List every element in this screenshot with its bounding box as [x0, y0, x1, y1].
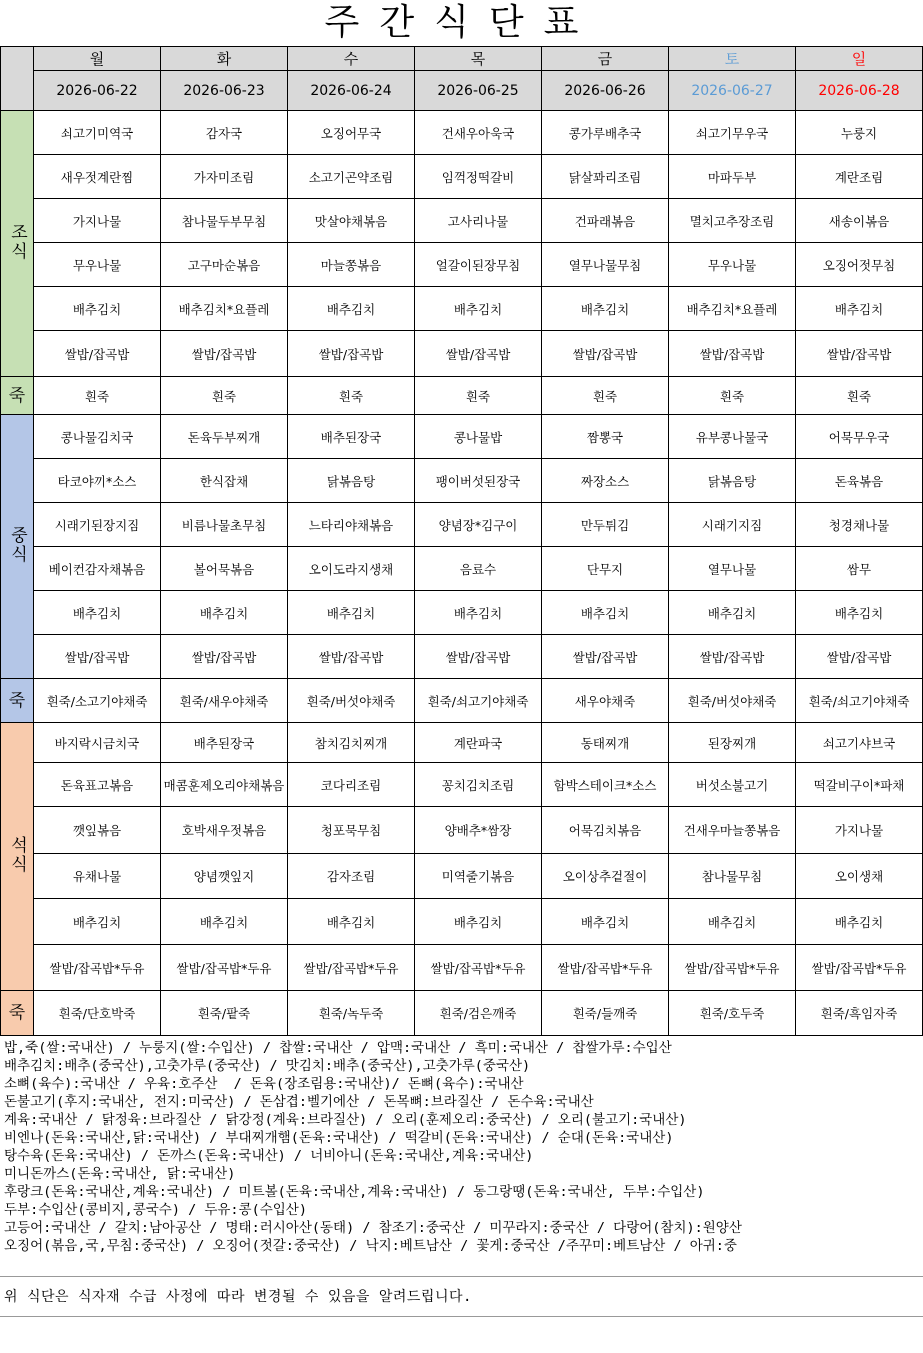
menu-item-cell: 호박새우젓볶음	[161, 807, 288, 854]
menu-row	[1, 635, 923, 679]
menu-item-cell: 시래기된장지짐	[34, 503, 161, 547]
menu-item-cell: 만두튀김	[542, 503, 669, 547]
date-header: 2026-06-23	[161, 71, 288, 111]
date-header: 2026-06-26	[542, 71, 669, 111]
menu-row	[1, 415, 923, 459]
origin-note-line: 오징어(볶음,국,무침:중국산) / 오징어(젓갈:중국산) / 낙지:베트남산 / 꽃게:중국산 /주꾸미:베트남산 / 아귀:중	[4, 1238, 737, 1254]
menu-item-cell: 볼어묵볶음	[161, 547, 288, 591]
day-name-header: 금	[542, 47, 669, 71]
menu-item-cell: 흰죽/소고기야채죽	[34, 679, 161, 723]
menu-item-cell: 참치김치찌개	[288, 723, 415, 763]
menu-item-cell: 동태찌개	[542, 723, 669, 763]
page-title: 주간식단표	[324, 2, 599, 43]
menu-item-cell: 새송이볶음	[796, 199, 923, 243]
menu-row	[1, 331, 923, 377]
menu-item-cell: 팽이버섯된장국	[415, 459, 542, 503]
menu-item-cell: 어묵무우국	[796, 415, 923, 459]
date-header: 2026-06-22	[34, 71, 161, 111]
menu-item-cell: 쌈무	[796, 547, 923, 591]
menu-item-cell: 콩나물김치국	[34, 415, 161, 459]
menu-row	[1, 287, 923, 331]
menu-item-cell: 쌀밥/잡곡밥	[796, 331, 923, 377]
menu-item-cell: 양념깻잎지	[161, 854, 288, 899]
menu-item-cell: 배추된장국	[288, 415, 415, 459]
menu-item-cell: 콩가루배추국	[542, 111, 669, 155]
menu-item-cell: 마늘쫑볶음	[288, 243, 415, 287]
origin-notes	[4, 1039, 919, 1255]
menu-item-cell: 쌀밥/잡곡밥	[669, 331, 796, 377]
day-name-header: 토	[669, 47, 796, 71]
meal-section-label: 조식	[1, 111, 34, 377]
day-name-header: 목	[415, 47, 542, 71]
menu-item-cell: 쌀밥/잡곡밥*두유	[542, 945, 669, 991]
menu-item-cell: 배추김치	[161, 591, 288, 635]
menu-item-cell: 함박스테이크*소스	[542, 763, 669, 807]
menu-item-cell: 어묵김치볶음	[542, 807, 669, 854]
menu-row	[1, 459, 923, 503]
menu-item-cell: 흰죽/버섯야채죽	[288, 679, 415, 723]
menu-row	[1, 199, 923, 243]
menu-item-cell: 누룽지	[796, 111, 923, 155]
menu-item-cell: 쌀밥/잡곡밥	[34, 635, 161, 679]
menu-item-cell: 흰죽/단호박죽	[34, 991, 161, 1036]
meal-section-label: 석식	[1, 723, 34, 991]
menu-item-cell: 돈육표고볶음	[34, 763, 161, 807]
menu-item-cell: 배추김치	[542, 899, 669, 945]
menu-item-cell: 배추김치	[288, 287, 415, 331]
origin-note-line: 계육:국내산 / 닭정육:브라질산 / 닭강정(계육:브라질산) / 오리(훈제오리:중국산) / 오리(불고기:국내산)	[4, 1112, 687, 1128]
origin-note-line: 미니돈까스(돈육:국내산, 닭:국내산)	[4, 1166, 236, 1182]
menu-item-cell: 배추김치	[542, 591, 669, 635]
menu-item-cell: 매콤훈제오리야채볶음	[161, 763, 288, 807]
menu-item-cell: 짬뽕국	[542, 415, 669, 459]
menu-item-cell: 흰죽	[161, 377, 288, 415]
menu-item-cell: 건파래볶음	[542, 199, 669, 243]
menu-item-cell: 배추김치	[161, 899, 288, 945]
menu-item-cell: 소고기곤약조림	[288, 155, 415, 199]
origin-note-line: 두부:수입산(콩비지,콩국수) / 두유:콩(수입산)	[4, 1202, 307, 1218]
menu-item-cell: 감자국	[161, 111, 288, 155]
notice-text: 위 식단은 식자재 수급 사정에 따라 변경될 수 있음을 알려드립니다.	[4, 1289, 472, 1305]
menu-item-cell: 흰죽/녹두죽	[288, 991, 415, 1036]
menu-item-cell: 가자미조림	[161, 155, 288, 199]
menu-item-cell: 흰죽/검은깨죽	[415, 991, 542, 1036]
menu-item-cell: 배추김치	[415, 287, 542, 331]
menu-row	[1, 679, 923, 723]
menu-item-cell: 타코야끼*소스	[34, 459, 161, 503]
menu-item-cell: 흰죽	[34, 377, 161, 415]
menu-item-cell: 배추김치	[796, 591, 923, 635]
menu-item-cell: 쌀밥/잡곡밥	[415, 331, 542, 377]
menu-item-cell: 열무나물	[669, 547, 796, 591]
origin-note-line: 밥,죽(쌀:국내산) / 누룽지(쌀:수입산) / 찹쌀:국내산 / 압맥:국내산 / 흑미:국내산 / 찹쌀가루:수입산	[4, 1040, 672, 1056]
menu-item-cell: 흰죽/팥죽	[161, 991, 288, 1036]
menu-item-cell: 바지락시금치국	[34, 723, 161, 763]
menu-item-cell: 참나물무침	[669, 854, 796, 899]
menu-item-cell: 미역줄기볶음	[415, 854, 542, 899]
origin-note-line: 소뼈(육수):국내산 / 우육:호주산 / 돈육(장조림용:국내산)/ 돈뼈(육수):국내산	[4, 1076, 524, 1092]
day-name-header: 화	[161, 47, 288, 71]
menu-item-cell: 버섯소불고기	[669, 763, 796, 807]
menu-item-cell: 쌀밥/잡곡밥	[542, 635, 669, 679]
date-header: 2026-06-25	[415, 71, 542, 111]
origin-note-line: 돈불고기(후지:국내산, 전지:미국산) / 돈삼겹:벨기에산 / 돈목뼈:브라질산 / 돈수육:국내산	[4, 1094, 594, 1110]
menu-item-cell: 배추김치	[796, 287, 923, 331]
menu-item-cell: 흰죽/쇠고기야채죽	[415, 679, 542, 723]
menu-item-cell: 배추김치	[34, 899, 161, 945]
menu-item-cell: 흰죽	[288, 377, 415, 415]
menu-item-cell: 시래기지짐	[669, 503, 796, 547]
menu-item-cell: 짜장소스	[542, 459, 669, 503]
menu-item-cell: 흰죽/쇠고기야채죽	[796, 679, 923, 723]
menu-item-cell: 청포묵무침	[288, 807, 415, 854]
menu-item-cell: 청경채나물	[796, 503, 923, 547]
menu-item-cell: 배추김치	[34, 287, 161, 331]
menu-item-cell: 오이상추겉절이	[542, 854, 669, 899]
menu-item-cell: 유부콩나물국	[669, 415, 796, 459]
menu-item-cell: 건새우아욱국	[415, 111, 542, 155]
menu-item-cell: 배추김치	[796, 899, 923, 945]
menu-item-cell: 흰죽	[796, 377, 923, 415]
menu-item-cell: 계란조림	[796, 155, 923, 199]
menu-item-cell: 깻잎볶음	[34, 807, 161, 854]
menu-item-cell: 양배추*쌈장	[415, 807, 542, 854]
menu-item-cell: 배추김치	[415, 899, 542, 945]
menu-item-cell: 무우나물	[34, 243, 161, 287]
menu-item-cell: 닭볶음탕	[288, 459, 415, 503]
menu-row	[1, 111, 923, 155]
menu-row	[1, 763, 923, 807]
menu-row	[1, 854, 923, 899]
date-header: 2026-06-28	[796, 71, 923, 111]
menu-item-cell: 느타리야채볶음	[288, 503, 415, 547]
menu-item-cell: 오징어무국	[288, 111, 415, 155]
menu-item-cell: 쌀밥/잡곡밥*두유	[415, 945, 542, 991]
menu-item-cell: 비름나물초무침	[161, 503, 288, 547]
menu-item-cell: 된장찌개	[669, 723, 796, 763]
menu-item-cell: 맛살야채볶음	[288, 199, 415, 243]
menu-row	[1, 945, 923, 991]
menu-item-cell: 배추김치	[415, 591, 542, 635]
menu-item-cell: 흰죽/호두죽	[669, 991, 796, 1036]
origin-note-line: 비엔나(돈육:국내산,닭:국내산) / 부대찌개햄(돈육:국내산) / 떡갈비(돈육:국내산) / 순대(돈육:국내산)	[4, 1130, 674, 1146]
menu-item-cell: 가지나물	[796, 807, 923, 854]
meal-section-label: 중식	[1, 415, 34, 679]
menu-item-cell: 배추김치*요플레	[669, 287, 796, 331]
menu-item-cell: 쌀밥/잡곡밥	[161, 635, 288, 679]
menu-item-cell: 감자조림	[288, 854, 415, 899]
menu-item-cell: 쌀밥/잡곡밥*두유	[669, 945, 796, 991]
weekly-menu-table	[0, 46, 923, 1036]
menu-row	[1, 155, 923, 199]
menu-row	[1, 243, 923, 287]
menu-item-cell: 흰죽/버섯야채죽	[669, 679, 796, 723]
menu-item-cell: 멸치고추장조림	[669, 199, 796, 243]
menu-item-cell: 쌀밥/잡곡밥	[161, 331, 288, 377]
date-header: 2026-06-27	[669, 71, 796, 111]
menu-item-cell: 닭볶음탕	[669, 459, 796, 503]
menu-item-cell: 배추김치	[669, 591, 796, 635]
menu-item-cell: 돈육두부찌개	[161, 415, 288, 459]
menu-item-cell: 단무지	[542, 547, 669, 591]
menu-item-cell: 배추된장국	[161, 723, 288, 763]
menu-item-cell: 쌀밥/잡곡밥*두유	[34, 945, 161, 991]
menu-item-cell: 계란파국	[415, 723, 542, 763]
menu-item-cell: 건새우마늘쫑볶음	[669, 807, 796, 854]
menu-item-cell: 한식잡채	[161, 459, 288, 503]
menu-item-cell: 배추김치*요플레	[161, 287, 288, 331]
menu-item-cell: 얼갈이된장무침	[415, 243, 542, 287]
menu-item-cell: 흰죽/들깨죽	[542, 991, 669, 1036]
menu-row	[1, 807, 923, 854]
menu-item-cell: 쇠고기샤브국	[796, 723, 923, 763]
menu-item-cell: 가지나물	[34, 199, 161, 243]
menu-item-cell: 새우젓계란찜	[34, 155, 161, 199]
menu-item-cell: 배추김치	[542, 287, 669, 331]
menu-item-cell: 흰죽	[542, 377, 669, 415]
menu-row	[1, 377, 923, 415]
menu-item-cell: 쌀밥/잡곡밥	[34, 331, 161, 377]
menu-row	[1, 899, 923, 945]
menu-item-cell: 쌀밥/잡곡밥	[288, 635, 415, 679]
menu-item-cell: 돈육볶음	[796, 459, 923, 503]
menu-item-cell: 쌀밥/잡곡밥	[415, 635, 542, 679]
menu-item-cell: 쇠고기미역국	[34, 111, 161, 155]
menu-row	[1, 591, 923, 635]
menu-item-cell: 새우야채죽	[542, 679, 669, 723]
menu-item-cell: 양념장*김구이	[415, 503, 542, 547]
menu-item-cell: 흰죽	[415, 377, 542, 415]
menu-item-cell: 오이도라지생채	[288, 547, 415, 591]
menu-item-cell: 쌀밥/잡곡밥*두유	[161, 945, 288, 991]
menu-item-cell: 배추김치	[288, 899, 415, 945]
day-name-header: 수	[288, 47, 415, 71]
menu-item-cell: 배추김치	[34, 591, 161, 635]
menu-item-cell: 임꺽정떡갈비	[415, 155, 542, 199]
porridge-section-label: 죽	[1, 377, 34, 415]
origin-note-line: 탕수육(돈육:국내산) / 돈까스(돈육:국내산) / 너비아니(돈육:국내산,계육:국내산)	[4, 1148, 534, 1164]
date-header: 2026-06-24	[288, 71, 415, 111]
menu-item-cell: 흰죽/흑임자죽	[796, 991, 923, 1036]
origin-note-line: 고등어:국내산 / 갈치:남아공산 / 명태:러시아산(동태) / 참조기:중국산 / 미꾸라지:중국산 / 다랑어(참치):원양산	[4, 1220, 742, 1236]
menu-item-cell: 음료수	[415, 547, 542, 591]
menu-row	[1, 503, 923, 547]
menu-item-cell: 떡갈비구이*파채	[796, 763, 923, 807]
menu-item-cell: 쌀밥/잡곡밥	[288, 331, 415, 377]
menu-item-cell: 쌀밥/잡곡밥	[542, 331, 669, 377]
menu-item-cell: 열무나물무침	[542, 243, 669, 287]
menu-item-cell: 고구마순볶음	[161, 243, 288, 287]
menu-item-cell: 참나물두부무침	[161, 199, 288, 243]
day-name-header: 월	[34, 47, 161, 71]
menu-item-cell: 흰죽	[669, 377, 796, 415]
menu-item-cell: 오징어젓무침	[796, 243, 923, 287]
menu-item-cell: 쇠고기무우국	[669, 111, 796, 155]
porridge-section-label: 죽	[1, 679, 34, 723]
menu-item-cell: 흰죽/새우야채죽	[161, 679, 288, 723]
menu-item-cell: 콩나물밥	[415, 415, 542, 459]
menu-item-cell: 쌀밥/잡곡밥*두유	[796, 945, 923, 991]
menu-item-cell: 마파두부	[669, 155, 796, 199]
menu-item-cell: 쌀밥/잡곡밥	[796, 635, 923, 679]
day-name-header: 일	[796, 47, 923, 71]
menu-item-cell: 오이생채	[796, 854, 923, 899]
origin-note-line: 후랑크(돈육:국내산,계육:국내산) / 미트볼(돈육:국내산,계육:국내산) / 동그랑땡(돈육:국내산, 두부:수입산)	[4, 1184, 705, 1200]
porridge-section-label: 죽	[1, 991, 34, 1036]
menu-row	[1, 547, 923, 591]
menu-item-cell: 베이컨감자채볶음	[34, 547, 161, 591]
menu-item-cell: 쌀밥/잡곡밥*두유	[288, 945, 415, 991]
menu-row	[1, 991, 923, 1036]
menu-item-cell: 배추김치	[669, 899, 796, 945]
menu-item-cell: 코다리조림	[288, 763, 415, 807]
menu-item-cell: 고사리나물	[415, 199, 542, 243]
menu-item-cell: 유채나물	[34, 854, 161, 899]
menu-item-cell: 닭살꽈리조림	[542, 155, 669, 199]
menu-item-cell: 꽁치김치조림	[415, 763, 542, 807]
menu-row	[1, 723, 923, 763]
origin-note-line: 배추김치:배추(중국산),고춧가루(중국산) / 맛김치:배추(중국산),고춧가루(중국산)	[4, 1058, 531, 1074]
menu-item-cell: 배추김치	[288, 591, 415, 635]
menu-item-cell: 무우나물	[669, 243, 796, 287]
header-corner	[1, 47, 34, 111]
menu-item-cell: 쌀밥/잡곡밥	[669, 635, 796, 679]
